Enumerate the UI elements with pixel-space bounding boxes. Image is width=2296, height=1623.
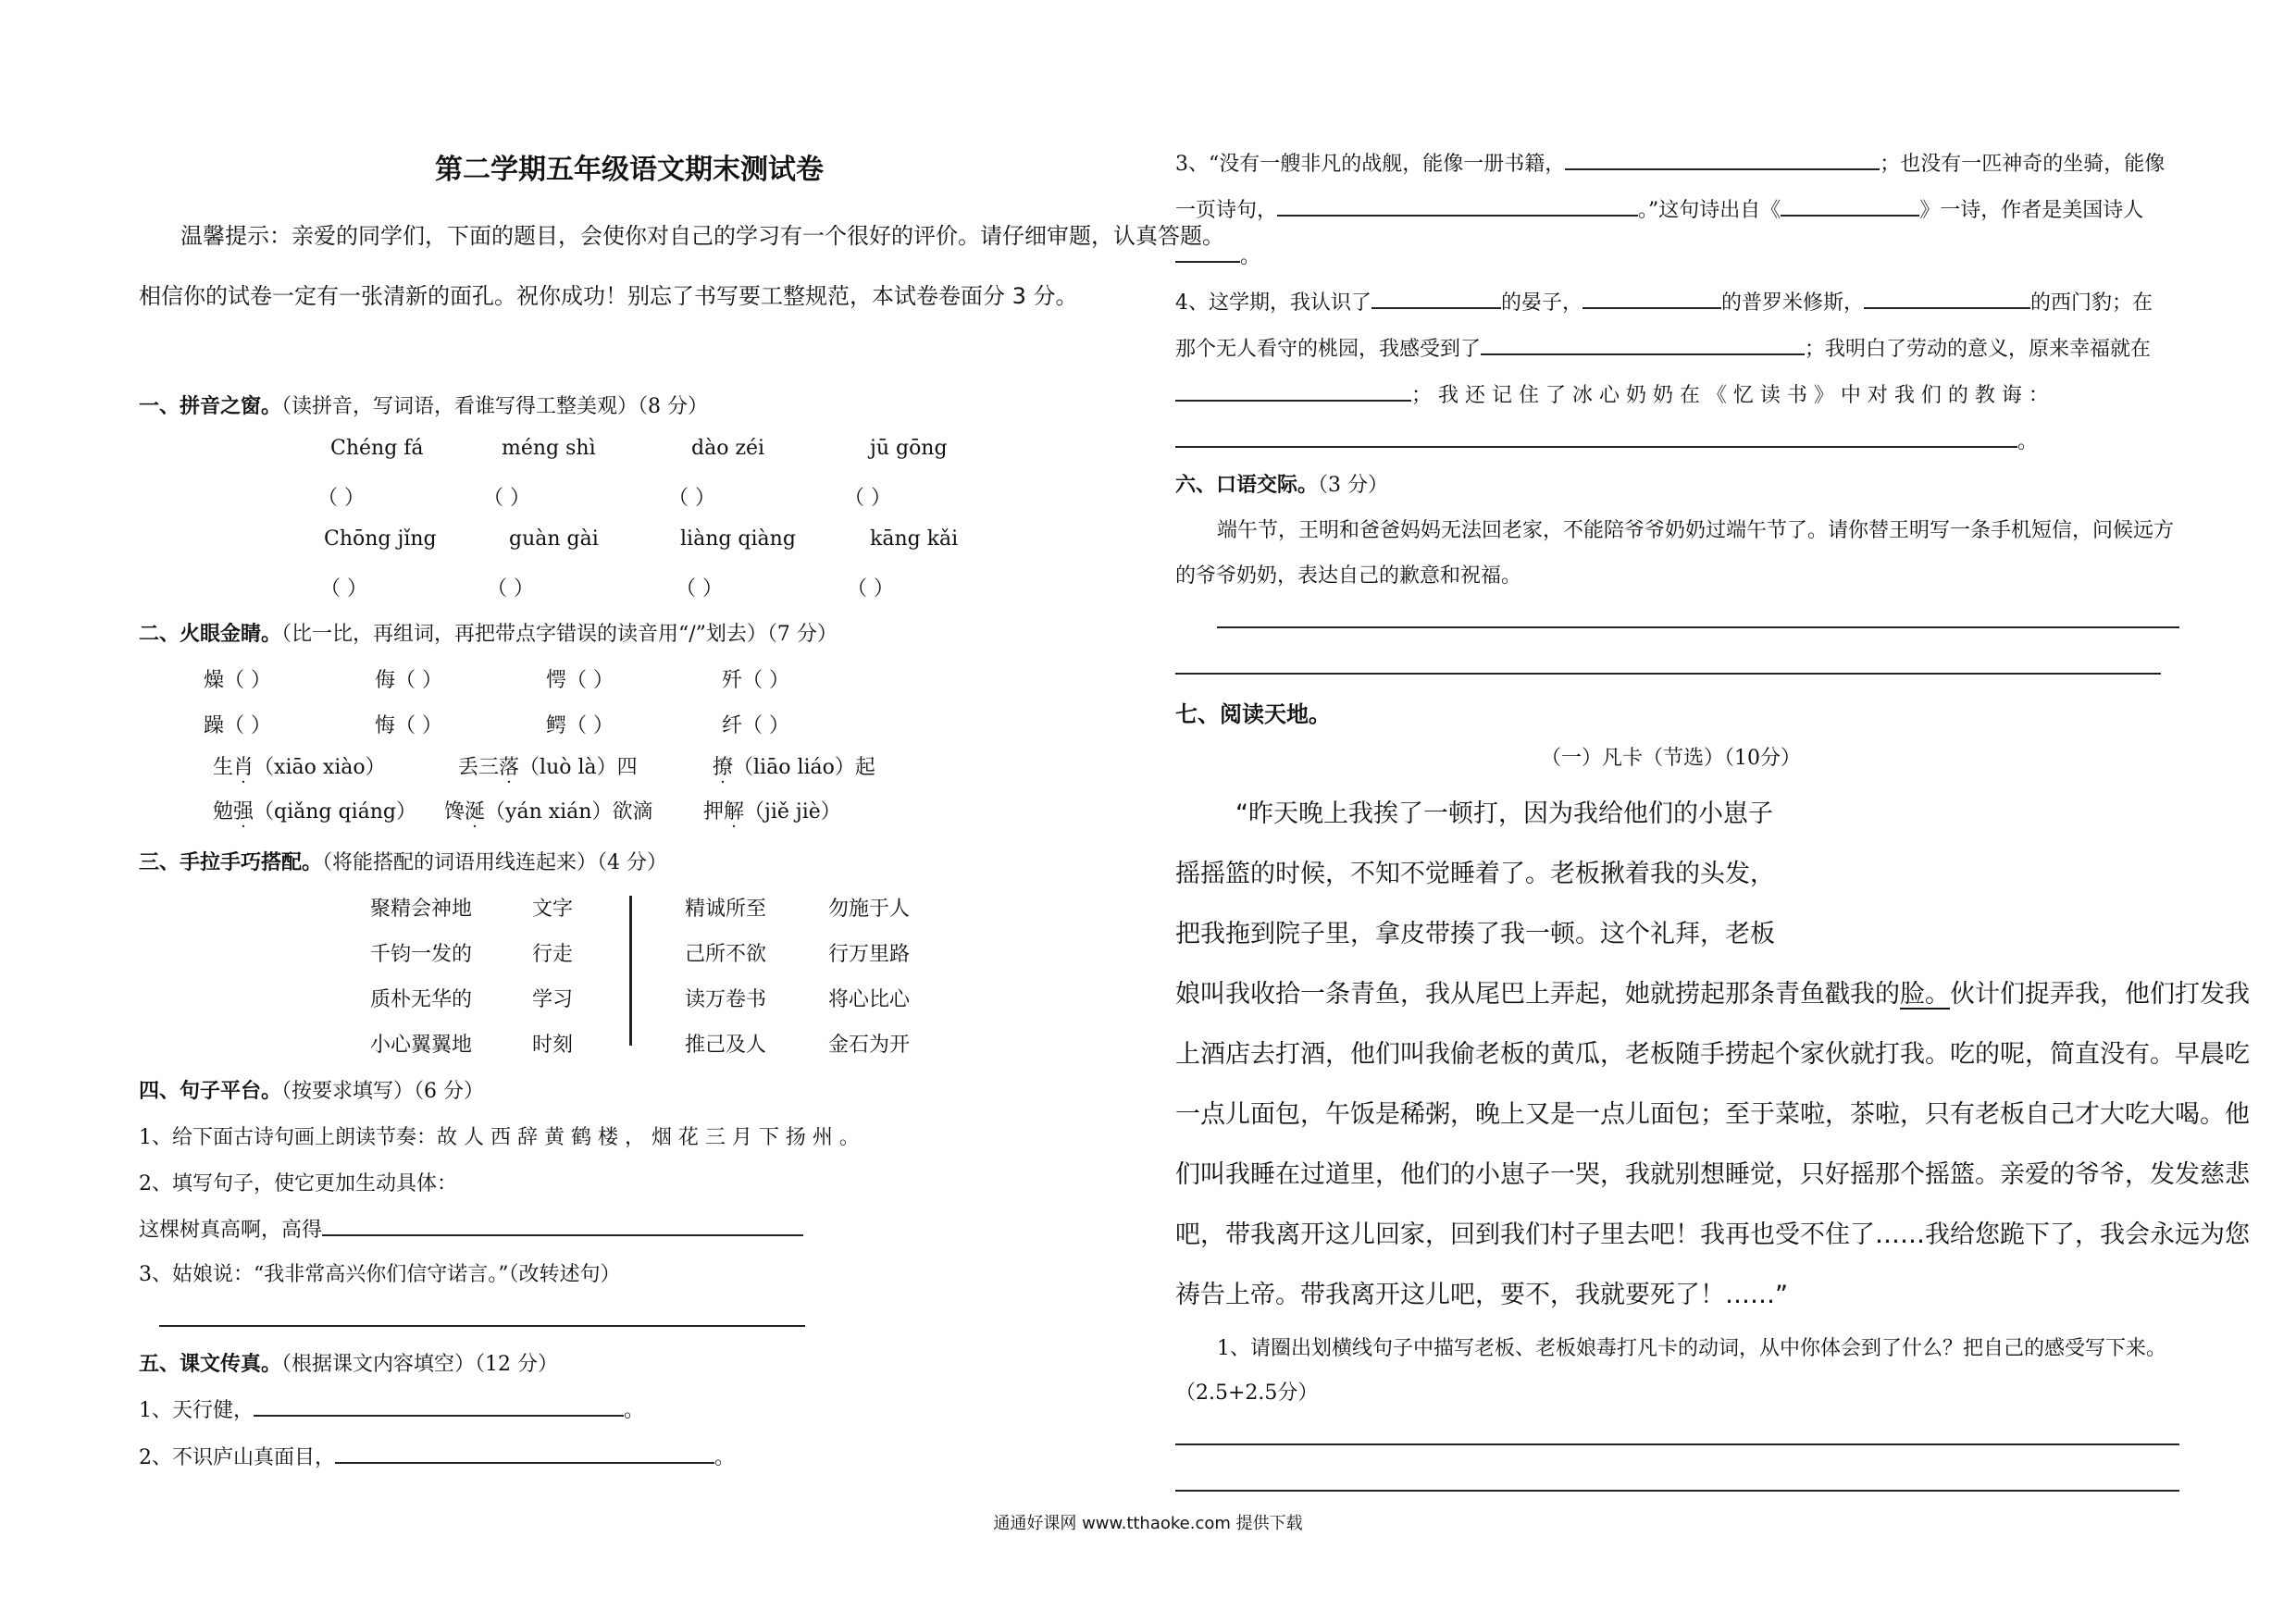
tip-line-1: 温馨提示：亲爱的同学们，下面的题目，会使你对自己的学习有一个很好的评价。请仔细审题，认真答题。 [180, 223, 1224, 249]
reading-line: “昨天晚上我挨了一顿打，因为我给他们的小崽子 [1235, 799, 1773, 828]
pinyin-3: dào zéi [691, 437, 765, 460]
match-item: 读万卷书 [685, 988, 767, 1011]
match-item: 行走 [532, 943, 574, 966]
reading-line: 娘叫我收拾一条青鱼，我从尾巴上弄起，她就捞起那条青鱼戳我的脸。伙计们捉弄我，他们打发我 [1175, 980, 2250, 1009]
match-item: 小心翼翼地 [370, 1034, 473, 1057]
pinyin-2: méng shì [502, 437, 596, 460]
pronunciation-item: 生肖（xiāo xiào） [213, 756, 386, 779]
pinyin-7: liàng qiàng [680, 527, 796, 551]
answer-paren: （ ） [844, 487, 891, 510]
section-2-heading: 二、火眼金睛。（比一比，再组词，再把带点字错误的读音用“/”划去）（7 分） [139, 623, 838, 646]
compare-word: 躁（ ） [204, 714, 271, 737]
pronunciation-item: 押解（jiě jiè） [703, 800, 841, 824]
pinyin-1: Chéng fá [330, 437, 424, 460]
match-item: 千钧一发的 [370, 943, 473, 966]
reading-line: 摇摇篮的时候，不知不觉睡着了。老板揪着我的头发， [1175, 860, 1775, 888]
question-text: ； 我 还 记 住 了 冰 心 奶 奶 在 《 忆 读 书 》 中 对 我 们 的 教 诲 ： [1175, 379, 2049, 408]
compare-word: 愕（ ） [546, 669, 614, 692]
question-text: 2、填写句子，使它更加生动具体： [139, 1172, 457, 1196]
match-item: 己所不欲 [685, 943, 767, 966]
reading-line: 祷告上帝。带我离开这儿吧，要不，我就要死了！……” [1175, 1281, 1788, 1309]
reading-line: 把我拖到院子里，拿皮带揍了我一顿。这个礼拜，老板 [1175, 920, 1775, 948]
answer-paren: （ ） [320, 577, 367, 601]
question-text: 1、给下面古诗句画上朗读节奏：故 人 西 辞 黄 鹤 楼 ， 烟 花 三 月 下 扬 州 。 [139, 1126, 860, 1149]
match-item: 时刻 [532, 1034, 574, 1057]
match-item: 推己及人 [685, 1034, 767, 1057]
match-item: 将心比心 [828, 988, 911, 1011]
answer-paren: （ ） [317, 487, 365, 510]
answer-line [1217, 626, 2179, 628]
question-text: 4、这学期，我认识了 的晏子， 的普罗米修斯， 的西门豹；在 [1175, 291, 2153, 315]
answer-paren: （ ） [676, 577, 723, 601]
match-item: 勿施于人 [828, 898, 911, 921]
answer-paren: （ ） [668, 487, 715, 510]
question-text: 1、请圈出划横线句子中描写老板、老板娘毒打凡卡的动词，从中你体会到了什么？把自己的感受写下来。 [1217, 1337, 2167, 1360]
match-item: 金石为开 [828, 1034, 911, 1057]
reading-line: 们叫我睡在过道里，他们的小崽子一哭，我就别想睡觉，只好摇那个摇篮。亲爱的爷爷，发发慈悲 [1175, 1160, 2250, 1189]
match-item: 质朴无华的 [370, 988, 473, 1011]
match-item: 聚精会神地 [370, 898, 473, 921]
section-6-heading: 六、口语交际。（3 分） [1175, 474, 1389, 497]
pronunciation-item: 馋涎（yán xián）欲滴 [444, 800, 653, 824]
compare-word: 歼（ ） [722, 669, 789, 692]
question-text: 那个无人看守的桃园，我感受到了 ；我明白了劳动的意义，原来幸福就在 [1175, 338, 2152, 361]
paragraph-text: 端午节，王明和爸爸妈妈无法回老家，不能陪爷爷奶奶过端午节了。请你替王明写一条手机短信，问候远方 [1217, 519, 2175, 542]
pinyin-4: jū gōng [870, 437, 948, 460]
question-text: 这棵树真高啊，高得 [139, 1214, 803, 1243]
answer-paren: （ ） [847, 577, 894, 601]
answer-line [1175, 1490, 2179, 1492]
match-item: 学习 [532, 988, 574, 1011]
reading-line: 一点儿面包，午饭是稀粥，晚上又是一点儿面包；至于菜啦，茶啦，只有老板自己才大吃大喝。他 [1175, 1100, 2250, 1129]
question-text: 3、姑娘说：“我非常高兴你们信守诺言。”（改转述句） [139, 1263, 621, 1286]
pronunciation-item: 撩（liāo liáo）起 [713, 756, 875, 779]
section-3-heading: 三、手拉手巧搭配。（将能搭配的词语用线连起来）（4 分） [139, 851, 668, 874]
compare-word: 纤（ ） [722, 714, 789, 737]
question-text: （2.5+2.5分） [1175, 1381, 1319, 1405]
question-text: 3、“没有一艘非凡的战舰，能像一册书籍， ；也没有一匹神奇的坐骑，能像 [1175, 153, 2166, 176]
pinyin-5: Chōng jǐng [324, 527, 437, 551]
compare-word: 燥（ ） [204, 669, 271, 692]
pinyin-6: guàn gài [509, 527, 599, 551]
pronunciation-item: 勉强（qiǎng qiáng） [213, 800, 416, 824]
match-item: 文字 [532, 898, 574, 921]
compare-word: 悔（ ） [375, 714, 442, 737]
reading-line: 吧，带我离开这儿回家，回到我们村子里去吧！我再也受不住了……我给您跪下了，我会永远为您 [1175, 1220, 2250, 1249]
question-text: 1、天行健， 。 [139, 1399, 645, 1422]
question-text: 。 [1175, 426, 2038, 454]
footer: 通通好课网 www.tthaoke.com 提供下载 [993, 1514, 1303, 1533]
section-7-heading: 七、阅读天地。 [1175, 701, 1331, 727]
answer-paren: （ ） [487, 577, 534, 601]
section-1-heading: 一、拼音之窗。（读拼音，写词语，看谁写得工整美观）（8 分） [139, 395, 709, 418]
answer-line [1175, 673, 2161, 675]
pronunciation-item: 丢三落（luò là）四 [458, 756, 638, 779]
section-5-heading: 五、课文传真。（根据课文内容填空）（12 分） [139, 1353, 559, 1376]
pinyin-8: kāng kǎi [870, 527, 959, 551]
question-text: 2、不识庐山真面目， 。 [139, 1446, 736, 1469]
paragraph-text: 的爷爷奶奶，表达自己的歉意和祝福。 [1175, 564, 1522, 588]
match-item: 行万里路 [828, 943, 911, 966]
answer-paren: （ ） [483, 487, 530, 510]
tip-line-2: 相信你的试卷一定有一张清新的面孔。祝你成功！别忘了书写要工整规范，本试卷卷面分 3 分。 [139, 283, 1078, 309]
answer-line [1175, 1443, 2179, 1445]
compare-word: 鳄（ ） [546, 714, 614, 737]
section-4-heading: 四、句子平台。（按要求填写）（6 分） [139, 1080, 485, 1103]
reading-line: 上酒店去打酒，他们叫我偷老板的黄瓜，老板随手捞起个家伙就打我。吃的呢，简直没有。早晨吃 [1175, 1040, 2250, 1069]
compare-word: 侮（ ） [375, 669, 442, 692]
question-text: 。 [1175, 241, 1260, 269]
answer-line [159, 1325, 805, 1327]
page-title: 第二学期五年级语文期末测试卷 [435, 154, 824, 186]
question-text: 一页诗句， 。”这句诗出自《 》一诗，作者是美国诗人 [1175, 199, 2144, 222]
match-item: 精诚所至 [685, 898, 767, 921]
subsection-title: （一）凡卡（节选）（10分） [1541, 747, 1801, 770]
divider [629, 896, 632, 1046]
